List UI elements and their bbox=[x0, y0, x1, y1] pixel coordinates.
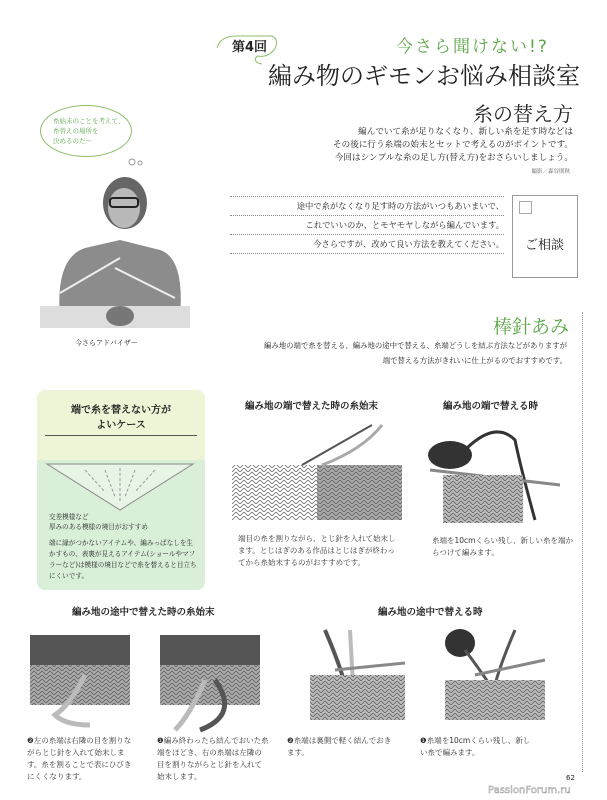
step-caption: ❶糸端を10cmくらい残し、新しい糸で編みます。 bbox=[420, 736, 531, 757]
mid-join-illustration-1 bbox=[435, 625, 555, 725]
thought-bubble: 糸始末のことを考えて、 糸替えの場所を 決めるのだ～ bbox=[40, 105, 132, 157]
step-caption: ❷左の糸端は右隣の目を割りながらとじ針を入れて始末します。糸を割ることで表にひびきにくくなります。 bbox=[27, 736, 132, 781]
issue-number: 第4回 bbox=[232, 40, 268, 55]
mid-join-illustration-2 bbox=[305, 625, 415, 725]
kicker: 今さら聞けない!? bbox=[396, 37, 549, 57]
watermark: PassionForum.ru bbox=[488, 785, 571, 796]
section-body: 編み地の端で糸を替える、編み地の途中で替える、糸端どうしを結ぶ方法などがありますが 端で替える方法がきれいに仕上がるのでおすすめです。 bbox=[263, 341, 567, 365]
step-caption: ❷糸端は裏側で軽く結んでおきます。 bbox=[287, 736, 392, 757]
tip-note: 交差模様など 厚みのある模様の境目がおすすめ bbox=[49, 513, 148, 531]
figure-title: 編み地の途中で替えた時の糸始末 bbox=[72, 607, 215, 618]
checkbox-icon bbox=[519, 201, 532, 214]
figure-title: 編み地の端で替える時 bbox=[443, 401, 539, 412]
figure-title: 編み地の端で替えた時の糸始末 bbox=[245, 401, 379, 412]
figure-title: 編み地の途中で替える時 bbox=[378, 607, 483, 618]
photo-credit: 撮影／森谷則秋 bbox=[531, 169, 570, 175]
consult-text: 途中で糸がなくなり足す時の方法がいつもあいまいで、 これでいいのか、とモヤモヤしながら編んでいます。 今さらですが、改めて良い方法を教えてください。 bbox=[230, 197, 504, 254]
page-title: 編み物のギモンお悩み相談室 bbox=[268, 62, 580, 90]
consult-box: ご相談 bbox=[512, 195, 578, 278]
figure-caption: 端目の糸を割りながら、とじ針を入れて始末します。とじはぎのある作品はとじはぎが終わってから糸始末するのがおすすめです。 bbox=[238, 534, 396, 567]
advisor-caption: 今さらアドバイザー bbox=[75, 339, 138, 347]
page-number: 62 bbox=[566, 774, 575, 782]
figure-caption: 糸端を10cmくらい残し、新しい糸を端からつけて編みます。 bbox=[432, 536, 573, 557]
mid-weave-illustration-1 bbox=[160, 635, 265, 735]
tip-box: 端で糸を替えない方が よいケース 交差模様など 厚みのある模様の境目がおすすめ 端に縁がつかないアイテムや、編みっぱなしを生かすもの、表裏が見えるアイテム(ショールやマフラーなど)は模様の境目などで糸を替えると目立ちにくいです。 bbox=[37, 390, 205, 590]
divider bbox=[582, 312, 583, 772]
subtitle: 糸の替え方 bbox=[473, 102, 573, 126]
step-caption: ❶編み終わったら結んでおいた糸端をほどき、右の糸端は左隣の目を割りながらとじ針を入れて始末します。 bbox=[157, 736, 269, 781]
mid-weave-illustration-2 bbox=[30, 635, 135, 730]
edge-weave-illustration bbox=[232, 420, 402, 525]
intro-text: 編んでいて糸が足りなくなり、新しい糸を足す時などは その後に行う糸端の始末とセットで考えるのがポイントです。 今回はシンプルな糸の足し方(替え方)をおさらいしましょう。 bbox=[333, 127, 573, 163]
shawl-illustration bbox=[45, 462, 195, 512]
advisor-photo bbox=[40, 158, 190, 333]
tip-body: 端に縁がつかないアイテムや、編みっぱなしを生かすもの、表裏が見えるアイテム(ショールやマフラーなど)は模様の境目などで糸を替えると目立ちにくいです。 bbox=[49, 539, 197, 580]
section-title: 棒針あみ bbox=[492, 316, 569, 338]
edge-join-illustration bbox=[425, 425, 565, 525]
